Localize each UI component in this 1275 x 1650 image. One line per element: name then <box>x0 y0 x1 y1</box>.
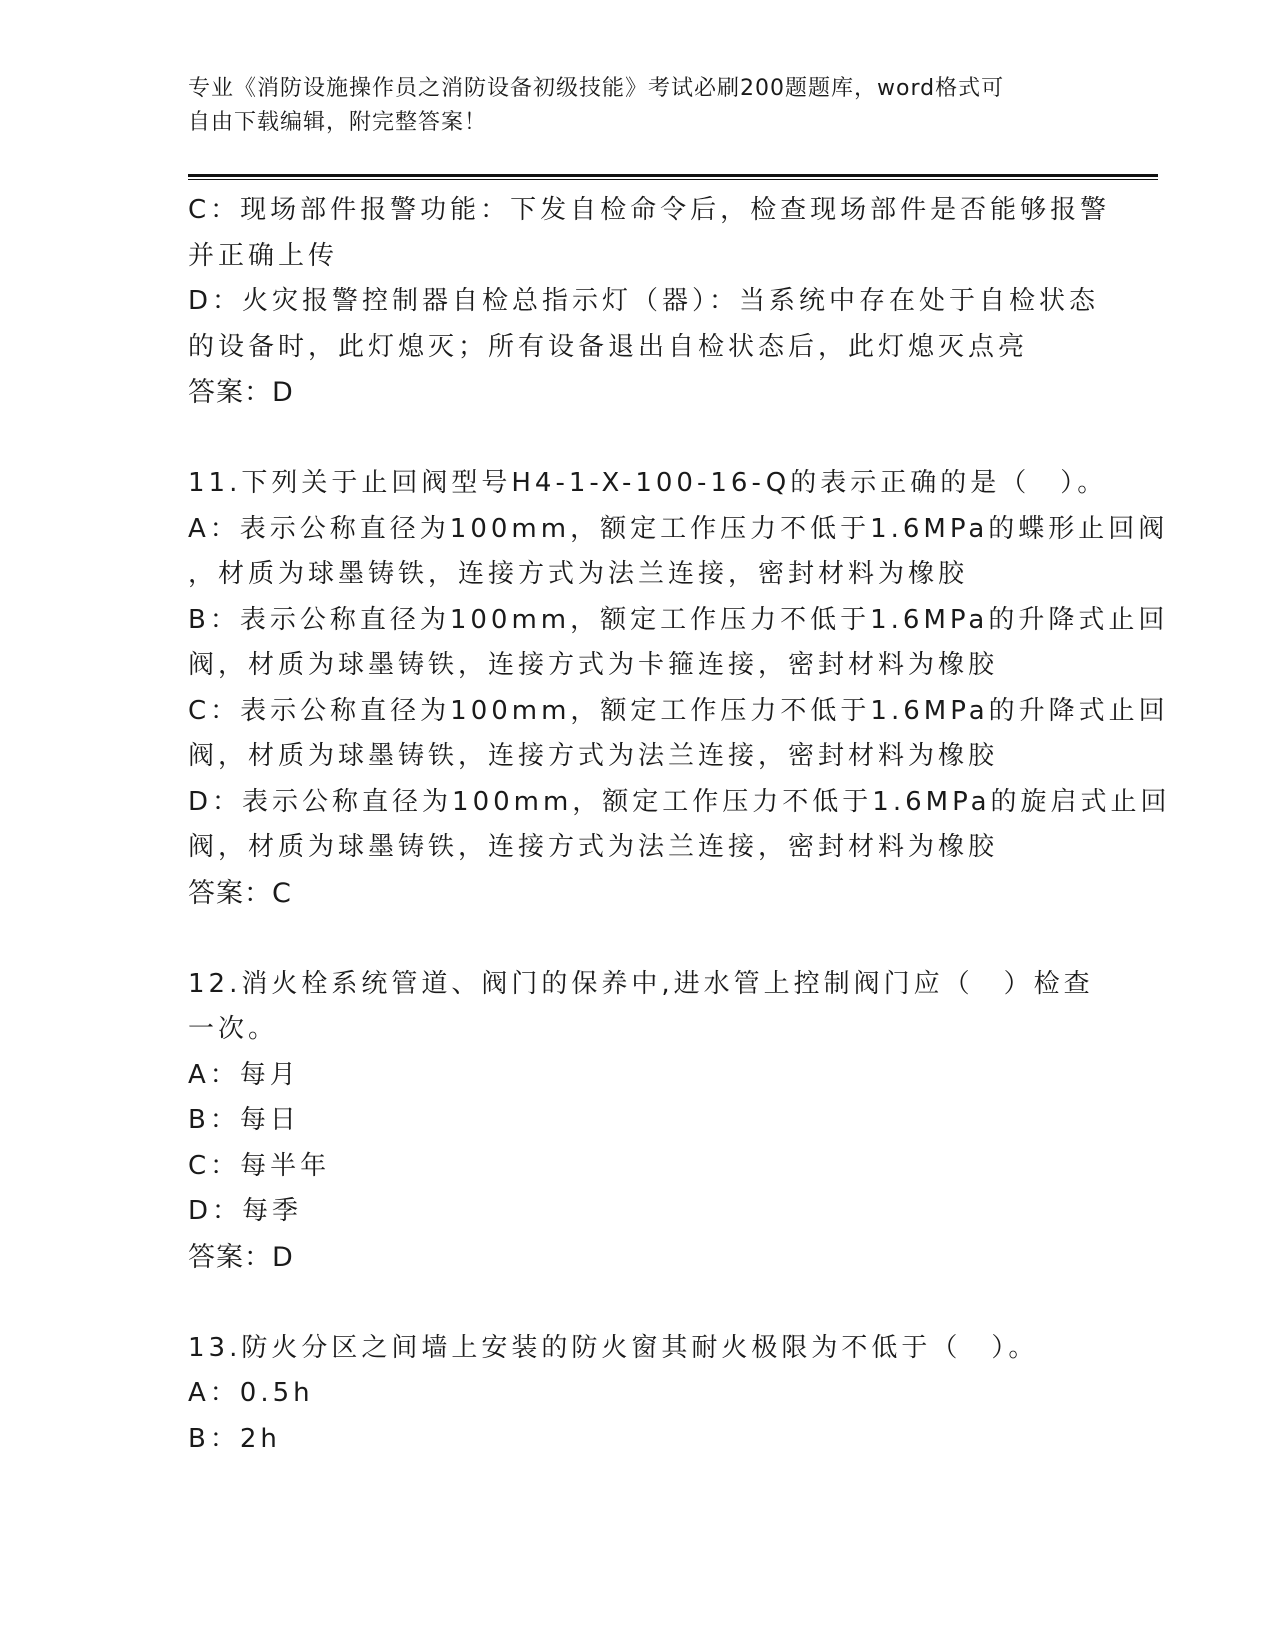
q11-option-c-line-1: C：表示公称直径为100mm，额定工作压力不低于1.6MPa的升降式止回 <box>188 695 1169 726</box>
header-title-line-1: 专业《消防设施操作员之消防设备初级技能》考试必刷200题题库，word格式可 <box>188 76 1005 101</box>
q13-stem: 13.防火分区之间墙上安装的防火窗其耐火极限为不低于（ ）。 <box>188 1332 1039 1363</box>
q10-answer: 答案：D <box>188 377 294 408</box>
q11-option-c-line-2: 阀，材质为球墨铸铁，连接方式为法兰连接，密封材料为橡胶 <box>188 741 999 771</box>
spacer <box>188 416 1088 461</box>
question-10 <box>188 188 1111 416</box>
question-12 <box>188 962 1094 1281</box>
q13-option-a: A：0.5h <box>188 1378 314 1408</box>
q12-stem-line-1: 12.消火栓系统管道、阀门的保养中,进水管上控制阀门应（ ）检查 <box>188 968 1094 999</box>
q11-option-b-line-1: B：表示公称直径为100mm，额定工作压力不低于1.6MPa的升降式止回 <box>188 604 1169 635</box>
q11-stem: 11.下列关于止回阀型号H4-1-X-100-16-Q的表示正确的是（ ）。 <box>188 468 1108 498</box>
q11-answer: 答案：C <box>188 877 292 909</box>
document-header <box>188 72 1068 140</box>
q11-option-a-line-1: A：表示公称直径为100mm，额定工作压力不低于1.6MPa的蝶形止回阀 <box>188 513 1169 544</box>
header-divider-thick <box>188 174 1158 177</box>
q10-option-d-line-1: D：火灾报警控制器自检总指示灯（器）：当系统中存在处于自检状态 <box>188 286 1100 316</box>
header-divider-thin <box>188 179 1158 180</box>
q11-option-b-line-2: 阀，材质为球墨铸铁，连接方式为卡箍连接，密封材料为橡胶 <box>188 650 999 680</box>
q11-option-d-line-1: D：表示公称直径为100mm，额定工作压力不低于1.6MPa的旋启式止回 <box>188 786 1171 817</box>
q10-option-d-line-2: 的设备时，此灯熄灭；所有设备退出自检状态后，此灯熄灭点亮 <box>188 331 1029 362</box>
q10-option-c-line-1: C：现场部件报警功能：下发自检命令后，检查现场部件是否能够报警 <box>188 195 1111 225</box>
q12-answer: 答案：D <box>188 1241 294 1273</box>
header-title-line-2: 自由下载编辑，附完整答案！ <box>188 110 488 135</box>
question-content <box>188 188 1171 1462</box>
q11-option-a-line-2: ，材质为球墨铸铁，连接方式为法兰连接，密封材料为橡胶 <box>188 559 969 589</box>
q12-option-b: B：每日 <box>188 1105 300 1135</box>
spacer <box>188 917 1088 962</box>
q12-option-c: C：每半年 <box>188 1150 331 1181</box>
q13-option-b: B：2h <box>188 1423 281 1454</box>
question-13 <box>188 1326 1088 1463</box>
q12-stem-line-2: 一次。 <box>188 1014 279 1044</box>
q10-option-c-line-2: 并正确上传 <box>188 240 339 271</box>
q12-option-d: D：每季 <box>188 1196 303 1226</box>
question-11 <box>188 461 1171 917</box>
document-page <box>188 72 1171 1462</box>
spacer <box>188 1281 1088 1326</box>
q12-option-a: A：每月 <box>188 1059 300 1090</box>
q11-option-d-line-2: 阀，材质为球墨铸铁，连接方式为法兰连接，密封材料为橡胶 <box>188 832 999 862</box>
